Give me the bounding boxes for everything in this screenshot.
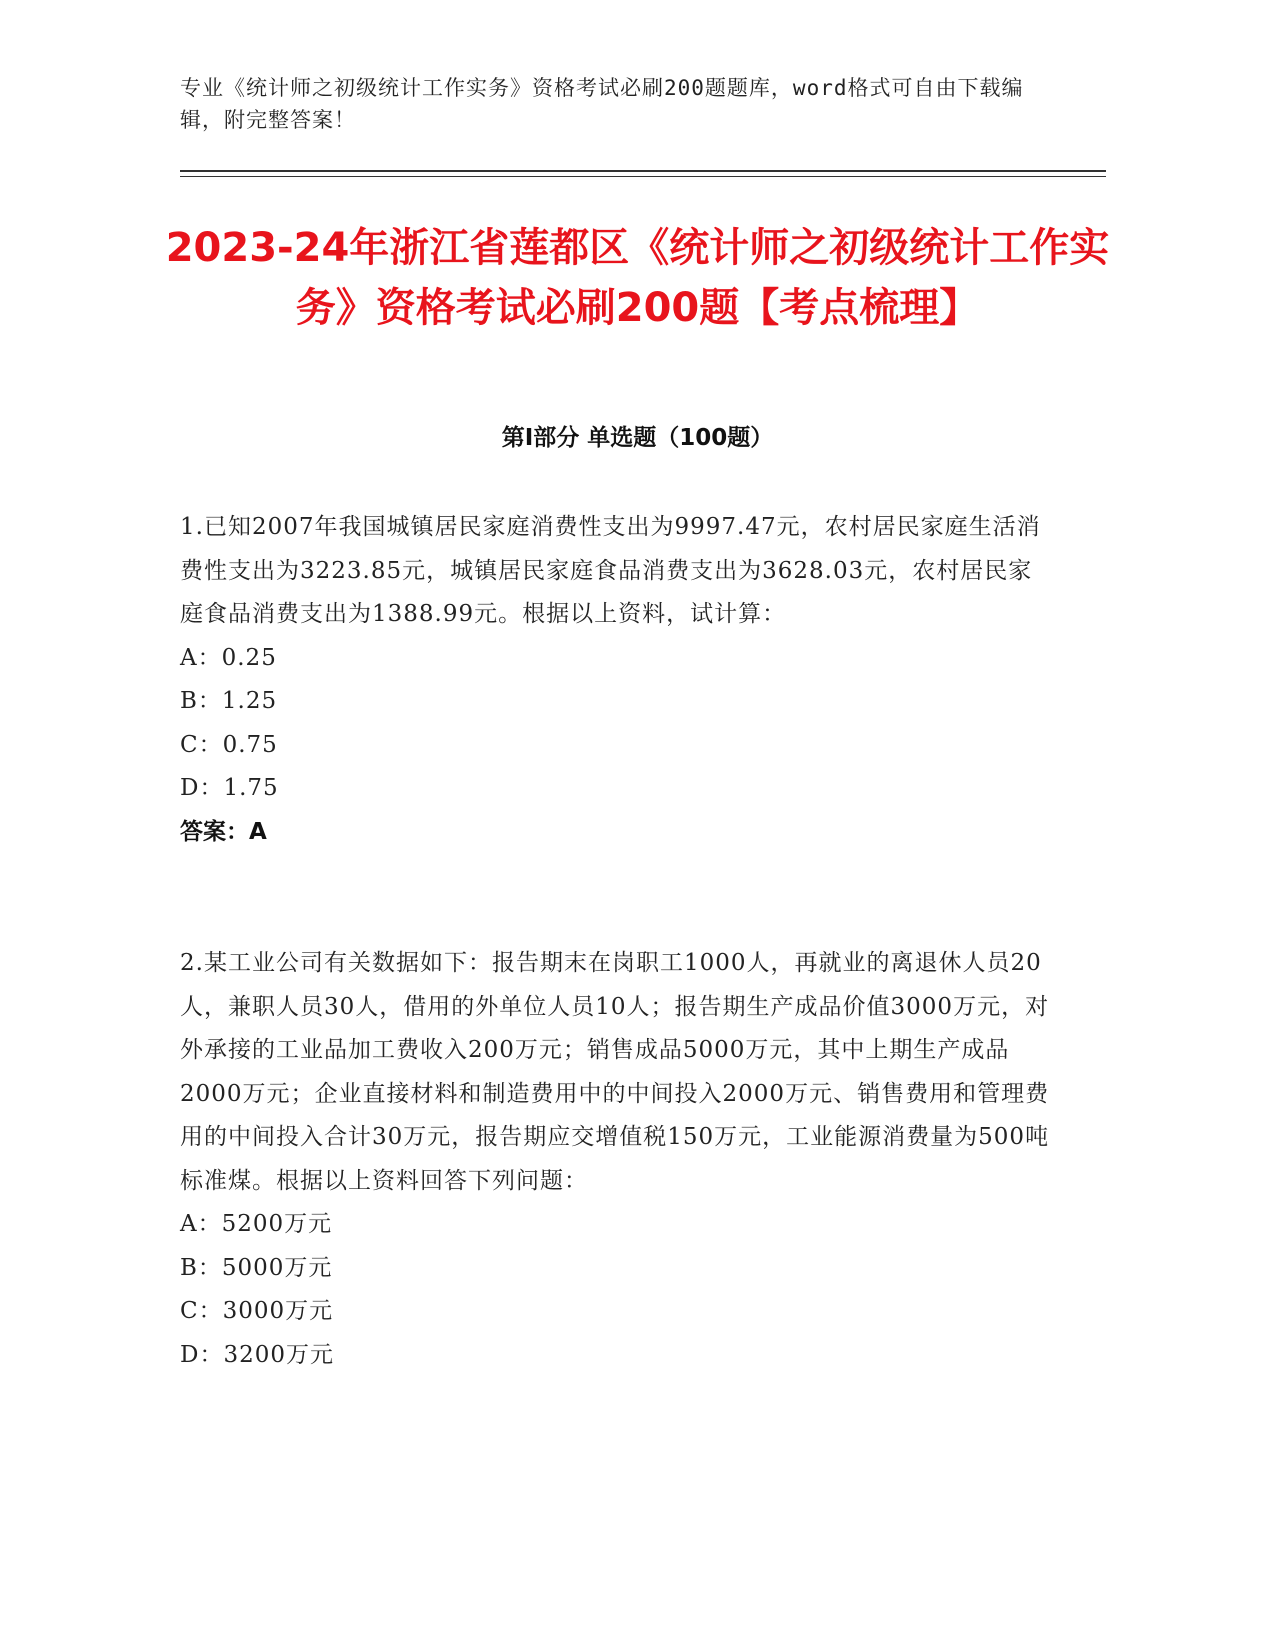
option-c: C：3000万元 (180, 1298, 334, 1324)
option-a: A：0.25 (180, 644, 277, 671)
header-rule-thin (180, 176, 1106, 177)
option-d: D：3200万元 (180, 1341, 334, 1368)
option-c: C：0.75 (180, 731, 278, 758)
answer: 答案：A (180, 818, 267, 845)
option-b: B：1.25 (180, 688, 278, 714)
question-text: 2.某工业公司有关数据如下：报告期末在岗职工1000人，再就业的离退休人员20人，兼职人员30人，借用的外单位人员10人；报告期生产成品价值3000万元，对外承接的工业品加工费收入200万元；销售成品5000万元，其中上期生产成品2000万元；企业直接材料和制造费用中的中间投入2000万元、销售费用和管理费用的中间投入合计30万元，报告期应交增值税150万元，工业能源消费量为500吨标准煤。根据以上资料回答下列问题： (180, 950, 1050, 1194)
document-header: 专业《统计师之初级统计工作实务》资格考试必刷200题题库，word格式可自由下载编辑，附完整答案！ (180, 76, 1024, 132)
option-a: A：5200万元 (180, 1211, 333, 1237)
option-b: B：5000万元 (180, 1254, 333, 1281)
question-text: 1.已知2007年我国城镇居民家庭消费性支出为9997.47元，农村居民家庭生活消费性支出为3223.85元，城镇居民家庭食品消费支出为3628.03元，农村居民家庭食品消费支出为1388.99元。根据以上资料，试计算： (180, 514, 1041, 627)
option-d: D：1.75 (180, 775, 279, 801)
section-heading: 第I部分 单选题（100题） (501, 425, 774, 451)
question-1 (180, 506, 1050, 854)
document-title: 2023-24年浙江省莲都区《统计师之初级统计工作实务》资格考试必刷200题【考点梳理】 (165, 225, 1110, 331)
question-2 (180, 942, 1050, 1377)
header-rule-thick (180, 170, 1106, 172)
